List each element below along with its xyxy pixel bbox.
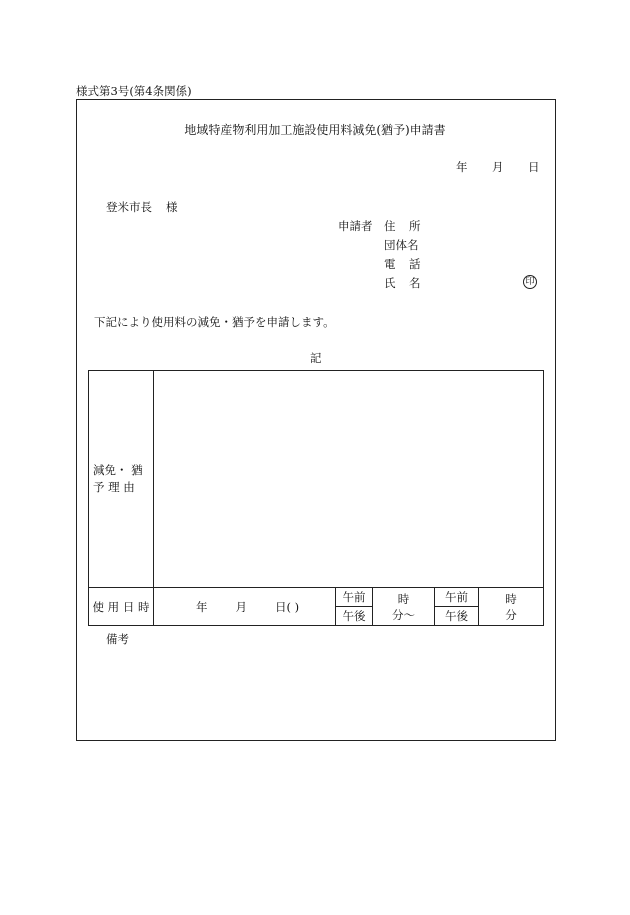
addressee-name: 登米市長: [106, 200, 152, 214]
applicant-label: 申請者: [338, 219, 373, 233]
remarks-label: 備考: [106, 632, 129, 646]
date-label-cell: 使 用 日 時: [89, 588, 154, 626]
addressee-honorific: 様: [166, 200, 178, 214]
date-day-label: 日: [528, 160, 540, 174]
start-pm-cell[interactable]: 午後: [336, 607, 373, 626]
end-am-cell[interactable]: 午前: [435, 588, 479, 607]
date-input-cell[interactable]: [154, 588, 336, 626]
start-time-cell[interactable]: [373, 588, 435, 626]
form-title: 地域特産物利用加工施設使用料減免(猶予)申請書: [184, 123, 446, 137]
application-table: [88, 370, 544, 626]
application-statement: 下記により使用料の減免・猶予を申請します。: [94, 315, 335, 329]
form-number: 様式第3号(第4条関係): [76, 84, 192, 98]
date-month-label: 月: [492, 160, 504, 174]
group-name-label: 団体名: [384, 238, 419, 252]
seal-mark: 印: [523, 275, 537, 289]
address-label-2: 所: [409, 219, 421, 233]
start-minute-label: 分〜: [392, 607, 415, 622]
usage-year-label: 年: [196, 599, 208, 614]
reason-input-area[interactable]: [154, 371, 544, 588]
reason-label-line2: 予 理 由: [93, 480, 135, 494]
reason-label-cell: [89, 371, 154, 588]
record-heading: 記: [310, 351, 322, 365]
name-label-2: 名: [409, 276, 421, 290]
end-time-cell[interactable]: [479, 588, 544, 626]
reason-row: [89, 371, 544, 588]
end-pm-cell[interactable]: 午後: [435, 607, 479, 626]
name-label-1: 氏: [384, 276, 396, 290]
end-hour-label: 時: [505, 591, 517, 606]
address-label-1: 住: [384, 219, 396, 233]
phone-label-2: 話: [409, 257, 421, 271]
usage-day-label: 日( ): [275, 599, 300, 614]
reason-label-line1: 減免・ 猶: [93, 463, 143, 477]
start-am-cell[interactable]: 午前: [336, 588, 373, 607]
end-minute-label: 分: [505, 607, 517, 622]
date-year-label: 年: [456, 160, 468, 174]
date-row-top: [89, 588, 544, 607]
usage-month-label: 月: [235, 599, 247, 614]
start-hour-label: 時: [397, 591, 410, 606]
phone-label-1: 電: [384, 257, 396, 271]
